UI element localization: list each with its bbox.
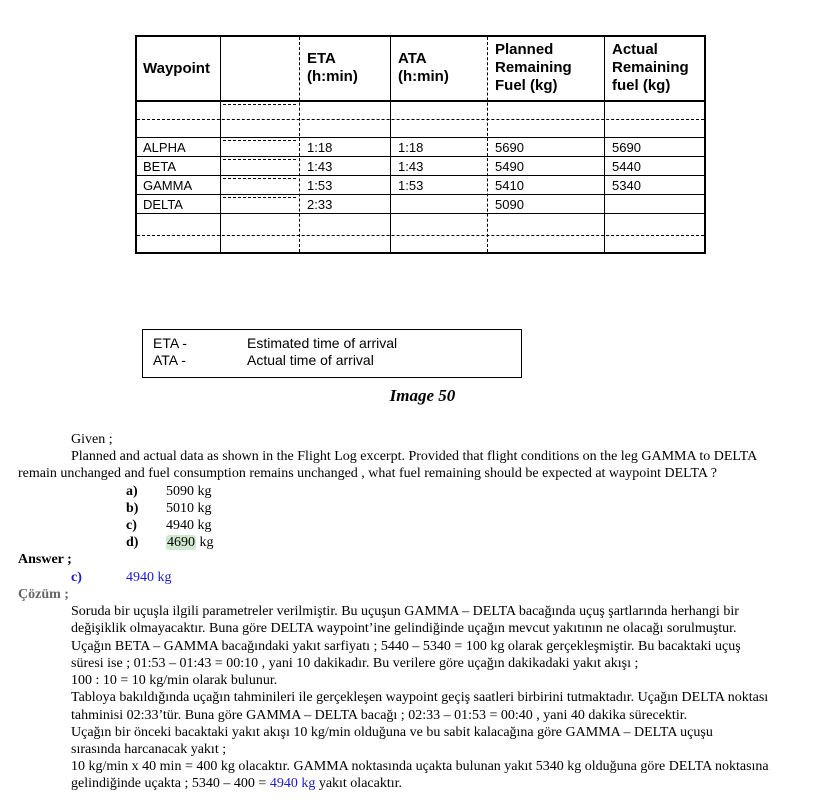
- given-label: Given ;: [71, 432, 113, 447]
- header-planned-line: Planned: [495, 41, 554, 58]
- column-divider: [487, 37, 488, 252]
- cell-eta: 2:33: [307, 197, 333, 212]
- abbreviation-legend: [142, 329, 522, 378]
- header-ata-line: ATA: [398, 50, 427, 67]
- cell-ata: 1:53: [398, 178, 424, 193]
- dashed-segment: [223, 197, 296, 198]
- solution-label: Çözüm ;: [18, 587, 69, 602]
- cell-planned-fuel: 5690: [495, 140, 524, 155]
- option-number: 5090: [166, 484, 194, 499]
- row-divider: [137, 156, 704, 157]
- solution-line: sırasında harcanacak yakıt ;: [71, 742, 227, 757]
- option-letter: d): [126, 535, 139, 550]
- legend-meaning: Actual time of arrival: [247, 352, 374, 368]
- header-eta-line: ETA: [307, 50, 336, 67]
- header-ata-line: (h:min): [398, 68, 449, 85]
- option-letter: c): [126, 518, 137, 533]
- row-divider: [137, 137, 704, 138]
- question-line: Planned and actual data as shown in the Flight Log excerpt. Provided that flight conditions on the leg GAMMA to DELTA: [71, 449, 758, 464]
- option-letter: a): [126, 484, 138, 499]
- option-d: [126, 534, 214, 551]
- cell-actual-fuel: 5440: [612, 159, 641, 174]
- solution-line: Uçağın BETA – GAMMA bacağındaki yakıt sarfiyatı ; 5440 – 5340 = 100 kg olarak gerçekleşmiştir. Bu bacaktaki uçuş: [71, 639, 741, 654]
- option-unit: kg: [199, 535, 214, 550]
- solution-line: tahminisi 02:33’tür. Buna göre GAMMA – DELTA bacağı ; 02:33 – 01:53 = 00:40 , yani 40 dakika sürecektir.: [71, 708, 688, 723]
- solution-line: Uçağın bir önceki bacaktaki yakıt akışı 10 kg/min olduğuna ve bu sabit kalacağına göre GAMMA – DELTA uçuşu: [71, 725, 713, 740]
- dashed-segment: [223, 159, 296, 160]
- cell-ata: 1:43: [398, 159, 424, 174]
- header-actual-fuel: [612, 41, 689, 95]
- header-ata: [398, 50, 449, 86]
- solution-line: 100 : 10 = 10 kg/min olarak bulunur.: [71, 673, 278, 688]
- dashed-row-line: [137, 235, 704, 236]
- cell-waypoint: GAMMA: [143, 178, 193, 193]
- cell-planned-fuel: 5410: [495, 178, 524, 193]
- flight-log-table: [135, 35, 706, 254]
- row-divider: [137, 194, 704, 195]
- solution-line: Soruda bir uçuşla ilgili parametreler verilmiştir. Bu uçuşun GAMMA – DELTA bacağında uçuş şartlarında herhangi bir: [71, 604, 739, 619]
- dashed-segment: [223, 178, 296, 179]
- cell-planned-fuel: 5090: [495, 197, 524, 212]
- column-divider: [604, 37, 605, 252]
- header-actual-line: fuel (kg): [612, 77, 671, 94]
- image-caption: Image 50: [389, 386, 456, 405]
- legend-abbr: ATA -: [153, 352, 186, 368]
- option-a: [126, 483, 212, 500]
- cell-eta: 1:53: [307, 178, 333, 193]
- option-b: [126, 500, 212, 517]
- answer-value: 4940 kg: [126, 570, 172, 585]
- option-number-highlight: 4690: [167, 535, 195, 550]
- legend-meaning: Estimated time of arrival: [247, 335, 398, 351]
- solution-text: gelindiğinde uçakta ; 5340 – 400 =: [71, 776, 270, 791]
- option-number: 4940: [166, 518, 194, 533]
- option-unit: kg: [197, 484, 212, 499]
- cell-eta: 1:18: [307, 140, 333, 155]
- option-letter: b): [126, 501, 139, 516]
- cell-actual-fuel: 5340: [612, 178, 641, 193]
- answer-letter: c): [71, 570, 82, 585]
- option-c: [126, 517, 212, 534]
- column-divider: [390, 37, 391, 252]
- column-divider: [220, 37, 221, 252]
- header-planned-line: Fuel (kg): [495, 77, 558, 94]
- solution-line: değişiklik olmayacaktır. Buna göre DELTA waypoint’ine gelindiğinde uçağın mevcut yakıtının ne olacağı sorulmuştur.: [71, 621, 737, 636]
- header-actual-line: Actual: [612, 41, 658, 58]
- row-divider: [137, 213, 704, 214]
- solution-line: süresi ise ; 01:53 – 01:43 = 00:10 , yani 10 dakikadır. Bu verilere göre uçağın dakikadaki yakıt akışı ;: [71, 656, 639, 671]
- solution-text: yakıt olacaktır.: [315, 776, 403, 791]
- question-line: remain unchanged and fuel consumption remains unchanged , what fuel remaining should be expected at waypoint DELTA ?: [18, 466, 717, 481]
- cell-waypoint: DELTA: [143, 197, 183, 212]
- solution-line: 10 kg/min x 40 min = 400 kg olacaktır. GAMMA noktasında uçakta bulunan yakıt 5340 kg olduğuna göre DELTA noktasına: [71, 759, 769, 774]
- cell-eta: 1:43: [307, 159, 333, 174]
- option-number: 5010: [166, 501, 194, 516]
- row-divider: [137, 175, 704, 176]
- dashed-segment: [223, 104, 296, 105]
- header-actual-line: Remaining: [612, 59, 689, 76]
- header-eta: [307, 50, 358, 86]
- cell-planned-fuel: 5490: [495, 159, 524, 174]
- header-planned-line: Remaining: [495, 59, 572, 76]
- solution-line-final: [71, 775, 402, 792]
- header-waypoint: Waypoint: [143, 60, 210, 77]
- legend-abbr: ETA -: [153, 335, 187, 351]
- cell-actual-fuel: 5690: [612, 140, 641, 155]
- solution-result: 4940 kg: [269, 776, 316, 791]
- option-unit: kg: [197, 501, 212, 516]
- cell-waypoint: BETA: [143, 159, 176, 174]
- cell-waypoint: ALPHA: [143, 140, 186, 155]
- cell-ata: 1:18: [398, 140, 424, 155]
- solution-line: Tabloya bakıldığında uçağın tahminileri ile gerçekleşen waypoint geçiş saatleri birbirini tutmaktadır. Uçağın DELTA noktası: [71, 690, 769, 705]
- dashed-row-line: [137, 119, 704, 120]
- answer-label: Answer ;: [18, 552, 72, 567]
- dashed-segment: [223, 140, 296, 141]
- option-unit: kg: [197, 518, 212, 533]
- header-divider: [137, 100, 704, 102]
- column-divider: [299, 37, 300, 252]
- header-eta-line: (h:min): [307, 68, 358, 85]
- header-planned-fuel: [495, 41, 572, 95]
